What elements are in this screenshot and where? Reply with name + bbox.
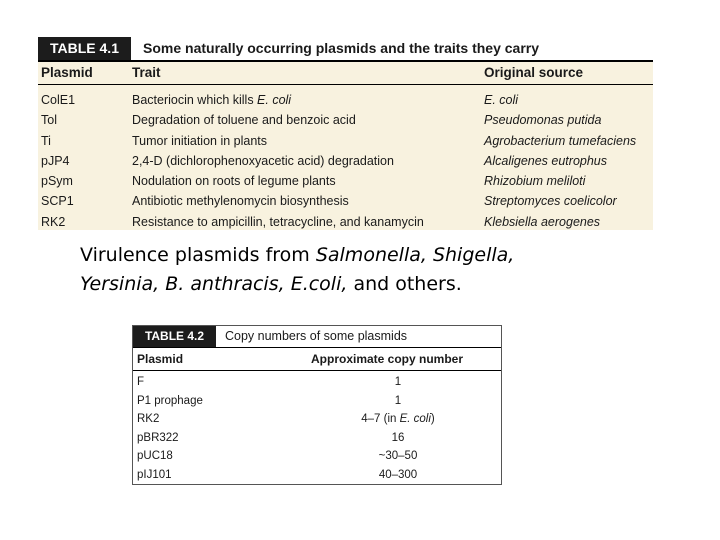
trait-cell: Resistance to ampicillin, tetracycline, and kanamycin bbox=[132, 214, 424, 229]
plasmid-cell: Ti bbox=[41, 133, 51, 148]
plasmid-cell: pBR322 bbox=[137, 431, 179, 444]
table-row bbox=[38, 110, 653, 130]
trait-cell: Nodulation on roots of legume plants bbox=[132, 174, 336, 189]
copy-number-table bbox=[132, 325, 502, 485]
column-headers bbox=[38, 62, 653, 85]
caption-organisms-line1: Salmonella, Shigella, bbox=[315, 244, 515, 266]
table-row bbox=[38, 90, 653, 110]
source-cell: E. coli bbox=[484, 93, 519, 107]
table-row bbox=[38, 171, 653, 191]
trait-cell: Antibiotic methylenomycin biosynthesis bbox=[132, 194, 349, 209]
plasmid-cell: ColE1 bbox=[41, 93, 76, 107]
copy-number-cell: ~30–50 bbox=[378, 450, 418, 462]
table-row bbox=[38, 212, 653, 232]
plasmid-traits-table bbox=[38, 37, 653, 230]
source-cell: Pseudomonas putida bbox=[484, 113, 602, 128]
copy-number-cell: 40–300 bbox=[378, 468, 418, 481]
table-body bbox=[38, 85, 653, 232]
trait-cell: Bacteriocin which kills E. coli bbox=[132, 93, 292, 107]
caption-lead: Virulence plasmids from bbox=[80, 244, 316, 266]
source-cell: Streptomyces coelicolor bbox=[484, 194, 617, 209]
trait-cell: Tumor initiation in plants bbox=[132, 133, 268, 148]
column-headers bbox=[133, 348, 501, 371]
plasmid-cell: pIJ101 bbox=[137, 468, 172, 481]
copy-number-cell: 1 bbox=[394, 376, 402, 388]
table-body bbox=[133, 371, 501, 484]
table-row bbox=[38, 191, 653, 211]
column-header-source: Original source bbox=[484, 65, 584, 80]
source-cell: Alcaligenes eutrophus bbox=[484, 153, 607, 168]
table-row bbox=[133, 410, 501, 429]
caption-organisms-line2: Yersinia, B. anthracis, E.coli, bbox=[80, 273, 348, 295]
column-header-trait: Trait bbox=[132, 65, 161, 80]
plasmid-cell: pSym bbox=[41, 174, 73, 189]
plasmid-cell: P1 prophage bbox=[137, 394, 203, 407]
table-row bbox=[38, 131, 653, 151]
table-title: Copy numbers of some plasmids bbox=[225, 329, 408, 343]
table-row bbox=[38, 151, 653, 171]
table-header bbox=[133, 326, 501, 348]
table-label: TABLE 4.1 bbox=[38, 37, 131, 60]
trait-cell: Degradation of toluene and benzoic acid bbox=[132, 113, 356, 128]
table-header bbox=[38, 37, 653, 62]
plasmid-cell: pUC18 bbox=[137, 450, 173, 462]
table-label: TABLE 4.2 bbox=[133, 326, 216, 347]
column-header-plasmid: Plasmid bbox=[137, 352, 184, 366]
plasmid-cell: Tol bbox=[41, 113, 57, 128]
column-header-plasmid: Plasmid bbox=[41, 65, 93, 80]
plasmid-cell: RK2 bbox=[137, 413, 160, 425]
table-row bbox=[133, 466, 501, 485]
plasmid-cell: SCP1 bbox=[41, 194, 74, 209]
caption-tail: and others. bbox=[347, 273, 462, 295]
source-cell: Agrobacterium tumefaciens bbox=[484, 133, 637, 148]
copy-number-cell: 4–7 (in E. coli) bbox=[361, 413, 435, 425]
plasmid-cell: F bbox=[137, 376, 145, 388]
column-header-copy-number: Approximate copy number bbox=[311, 352, 464, 366]
table-title: Some naturally occurring plasmids and the traits they carry bbox=[143, 40, 540, 56]
virulence-plasmids-caption bbox=[80, 241, 680, 299]
table-row bbox=[133, 392, 501, 411]
plasmid-cell: pJP4 bbox=[41, 153, 70, 168]
plasmid-cell: RK2 bbox=[41, 214, 66, 229]
trait-cell: 2,4-D (dichlorophenoxyacetic acid) degradation bbox=[132, 153, 394, 168]
table-row bbox=[133, 373, 501, 392]
table-row bbox=[133, 429, 501, 448]
source-cell: Rhizobium meliloti bbox=[484, 174, 586, 189]
source-cell: Klebsiella aerogenes bbox=[484, 214, 601, 229]
copy-number-cell: 16 bbox=[391, 431, 405, 444]
table-row bbox=[133, 447, 501, 466]
copy-number-cell: 1 bbox=[394, 394, 402, 407]
